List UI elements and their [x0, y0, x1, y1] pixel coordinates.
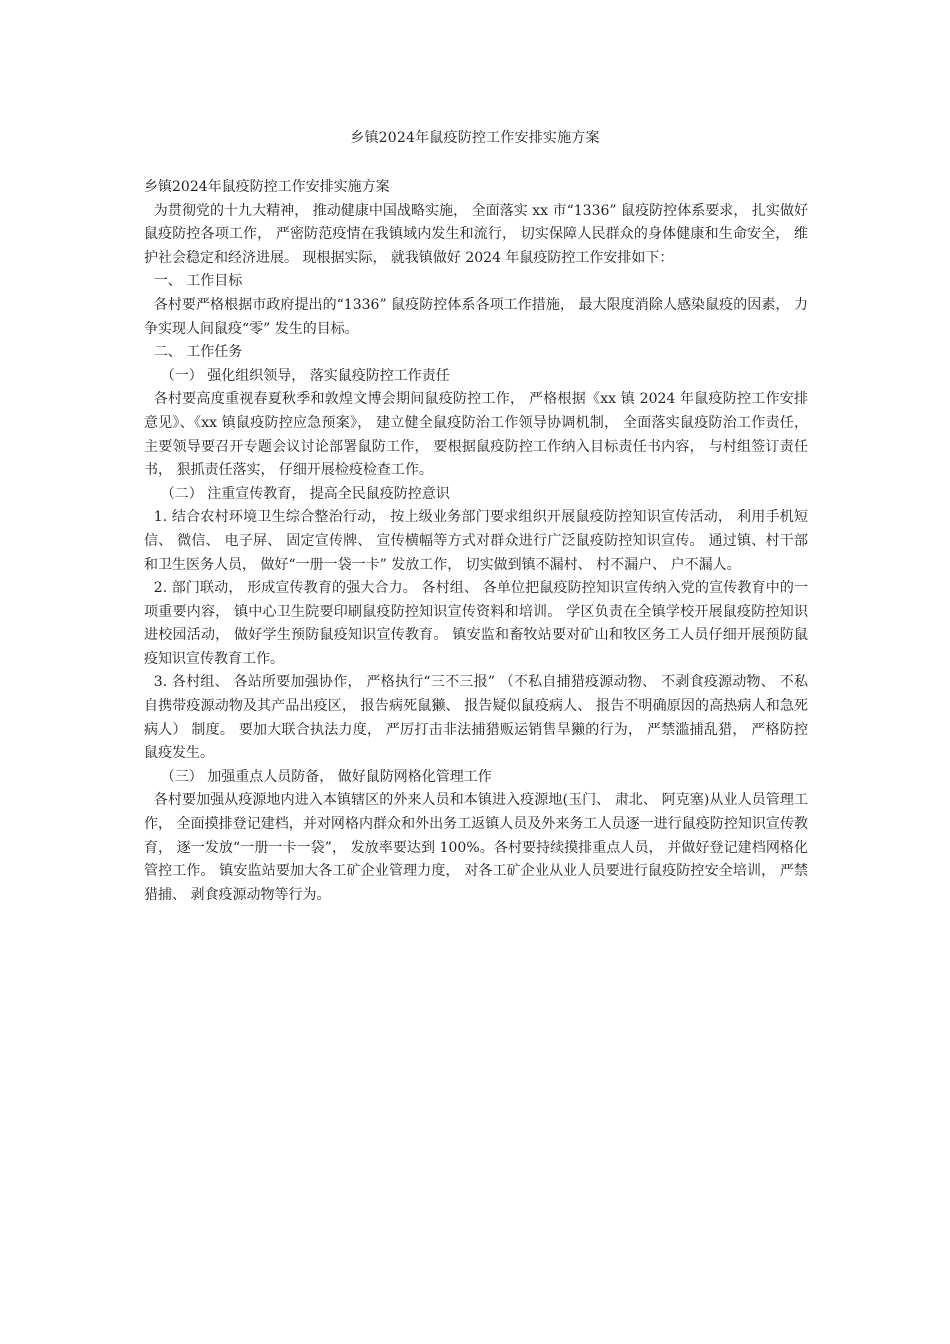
document-body [144, 176, 808, 907]
body-heading: 乡镇2024年鼠疫防控工作安排实施方案 [144, 179, 390, 195]
item-3-paragraph: 3. 各村组、 各站所要加强协作， 严格执行“三不三报” （不私自捕猎疫源动物、 不剥食疫源动物、 不私自携带疫源动物及其产品出疫区， 报告病死鼠獭、 报告疑似鼠疫病人、 报告不明确原因的高热病人和急死病人） 制度。 要加大联合执法力度， 严厉打击非法捕猎贩运销售旱獭的行为， 严禁滥捕乱猎， 严格防控鼠疫发生。 [144, 674, 808, 762]
intro-paragraph: 为贯彻党的十九大精神， 推动健康中国战略实施， 全面落实 xx 市“1336” 鼠疫防控体系要求， 扎实做好鼠疫防控各项工作， 严密防范疫情在我镇域内发生和流行， 切实保障人民群众的身体健康和生命安全， 维护社会稳定和经济进展。 现根据实际， 就我镇做好 2024 年鼠疫防控工作安排如下： [144, 202, 808, 266]
section-heading-tasks: 二、 工作任务 [153, 344, 243, 361]
item-2-paragraph: 2. 部门联动， 形成宣传教育的强大合力。 各村组、 各单位把鼠疫防控知识宣传纳入党的宣传教育中的一项重要内容， 镇中心卫生院要印刷鼠疫防控知识宣传资料和培训。 学区负责在全镇学校开展鼠疫防控知识进校园活动， 做好学生预防鼠疫知识宣传教育。 镇安监和畜牧站要对矿山和牧区务工人员仔细开展预防鼠疫知识宣传教育工作。 [144, 580, 808, 667]
subsection-heading-2: （二） 注重宣传教育， 提高全民鼠疫防控意识 [160, 485, 450, 502]
goal-paragraph: 各村要严格根据市政府提出的“1336” 鼠疫防控体系各项工作措施， 最大限度消除人感染鼠疫的因素， 力争实现人间鼠疫“零” 发生的目标。 [144, 296, 808, 337]
subsection-heading-3: （三） 加强重点人员防备， 做好鼠防网格化管理工作 [160, 768, 492, 785]
document-title: 乡镇2024年鼠疫防控工作安排实施方案 [350, 130, 600, 146]
section-heading-goal: 一、 工作目标 [153, 273, 243, 290]
subsection-1-paragraph: 各村要高度重视春夏秋季和敦煌文博会期间鼠疫防控工作， 严格根据《xx 镇 2024 年鼠疫防控工作安排意见》、《xx 镇鼠疫防控应急预案》， 建立健全鼠疫防治工作领导协调机制， 全面落实鼠疫防治工作责任， 主要领导要召开专题会议讨论部署鼠防工作， 要根据鼠疫防控工作纳入目标责任书内容， 与村组签订责任书， 狠抓责任落实， 仔细开展检疫检查工作。 [144, 391, 808, 479]
item-1-paragraph: 1. 结合农村环境卫生综合整治行动， 按上级业务部门要求组织开展鼠疫防控知识宣传活动， 利用手机短信、 微信、 电子屏、 固定宣传牌、 宣传横幅等方式对群众进行广泛鼠疫防控知识宣传。 通过镇、村干部和卫生医务人员， 做好“一册一袋一卡” 发放工作， 切实做到镇不漏村、 村不漏户、 户不漏人。 [144, 509, 808, 573]
subsection-3-paragraph: 各村要加强从疫源地内进入本镇辖区的外来人员和本镇进入疫源地(玉门、 肃北、 阿克塞)从业人员管理工作， 全面摸排登记建档，并对网格内群众和外出务工返镇人员及外来务工人员逐一进行鼠疫防控知识宣传教育， 逐一发放“一册一卡一袋”， 发放率要达到 100%。各村要持续摸排重点人员， 并做好登记建档网格化管控工作。 镇安监站要加大各工矿企业管理力度， 对各工矿企业从业人员要进行鼠疫防控安全培训， 严禁猎捕、 剥食疫源动物等行为。 [144, 792, 808, 903]
subsection-heading-1: （一） 强化组织领导， 落实鼠疫防控工作责任 [160, 367, 450, 384]
